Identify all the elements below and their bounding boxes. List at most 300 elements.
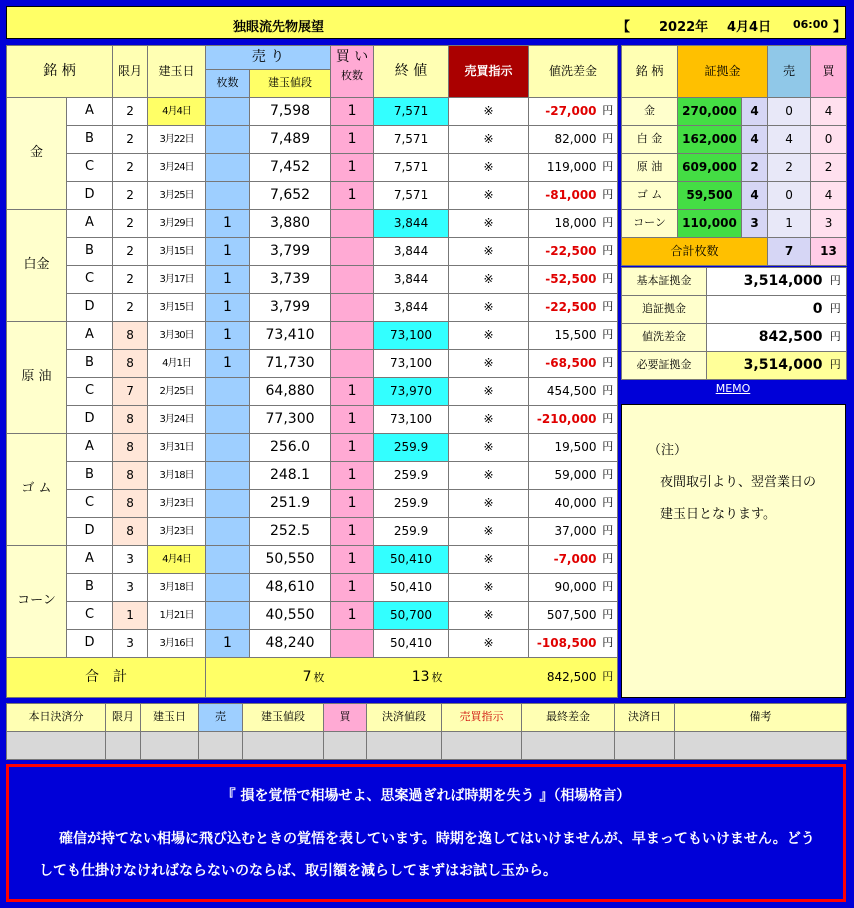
quote-body: 確信が持てない相場に飛び込むときの覚悟を表しています。時期を逸してはいけませんが、早まってもいけません。どうしても仕掛けなければならないのならば、取引額を減らしてまずはお試し玉から。 — [39, 831, 815, 879]
margin-commodity: 金 — [622, 98, 678, 126]
memo-line-2: 夜間取引より、翌営業日の — [660, 475, 817, 490]
open-price: 73,410 — [250, 322, 331, 350]
open-date: 3月24日 — [148, 154, 206, 182]
quote-title: 『 損を覚悟で相場せよ、思案過ぎれば時期を失う 』（相場格言） — [221, 788, 631, 804]
settle-cell[interactable] — [615, 732, 675, 760]
margin-row — [622, 98, 847, 126]
open-price: 50,550 — [250, 546, 331, 574]
position-row — [7, 602, 618, 630]
commodity-name: 原 油 — [7, 322, 67, 434]
mark-to-market-value: -52,500 — [529, 266, 599, 294]
position-row — [7, 574, 618, 602]
yen-unit: 円 — [599, 238, 618, 266]
open-price: 48,240 — [250, 630, 331, 658]
sell-count — [206, 182, 250, 210]
mark-to-market-value: -27,000 — [529, 98, 599, 126]
bracket-left: 【 — [617, 20, 631, 35]
total-sell: 7 — [302, 668, 312, 685]
open-price: 77,300 — [250, 406, 331, 434]
signal-mark: ※ — [449, 406, 529, 434]
mark-to-market-value: 119,000 — [529, 154, 599, 182]
margin-commodity: 原 油 — [622, 154, 678, 182]
signal-mark: ※ — [449, 266, 529, 294]
close-price: 73,970 — [374, 378, 449, 406]
settle-cell[interactable] — [367, 732, 442, 760]
margin-value: 59,500 — [678, 182, 742, 210]
yen-unit: 円 — [599, 630, 618, 658]
yen-unit: 円 — [599, 462, 618, 490]
buy-count: 1 — [331, 182, 374, 210]
bracket-right: 】 — [833, 20, 847, 35]
total-buy-unit: 枚 — [431, 670, 443, 684]
contract-month: 2 — [113, 238, 148, 266]
contract-month: 2 — [113, 98, 148, 126]
settle-header-note: 備考 — [675, 704, 847, 732]
summary-row — [622, 352, 847, 380]
contract-month: 7 — [113, 378, 148, 406]
summary-label: 基本証拠金 — [622, 268, 707, 296]
settle-cell[interactable] — [522, 732, 615, 760]
settle-cell[interactable] — [243, 732, 324, 760]
sell-count — [206, 154, 250, 182]
contract-month: 3 — [113, 574, 148, 602]
header-meigara: 銘 柄 — [7, 46, 113, 98]
open-price: 3,739 — [250, 266, 331, 294]
buy-count: 1 — [331, 574, 374, 602]
open-date: 3月15日 — [148, 294, 206, 322]
position-row — [7, 490, 618, 518]
position-row — [7, 294, 618, 322]
signal-mark: ※ — [449, 490, 529, 518]
position-row — [7, 434, 618, 462]
open-date: 3月23日 — [148, 490, 206, 518]
signal-mark: ※ — [449, 574, 529, 602]
margin-value: 110,000 — [678, 210, 742, 238]
close-price: 259.9 — [374, 490, 449, 518]
contract-month: 8 — [113, 434, 148, 462]
yen-unit: 円 — [599, 378, 618, 406]
position-key: C — [67, 490, 113, 518]
buy-count — [331, 630, 374, 658]
buy-count — [331, 294, 374, 322]
summary-yen: 円 — [825, 268, 847, 296]
mark-to-market-value: -22,500 — [529, 238, 599, 266]
sell-count: 1 — [206, 630, 250, 658]
margin-row — [622, 182, 847, 210]
position-row — [7, 238, 618, 266]
yen-unit: 円 — [599, 350, 618, 378]
summary-yen: 円 — [825, 352, 847, 380]
quote-box — [6, 764, 846, 902]
margin-count: 3 — [742, 210, 768, 238]
contract-month: 8 — [113, 462, 148, 490]
header-signal: 売買指示 — [449, 46, 529, 98]
close-price: 50,410 — [374, 630, 449, 658]
side-total-label: 合計枚数 — [622, 238, 768, 266]
summary-label: 値洗差金 — [622, 324, 707, 352]
mark-to-market-value: 90,000 — [529, 574, 599, 602]
sell-count: 1 — [206, 322, 250, 350]
sell-count — [206, 406, 250, 434]
header-buy: 買 い — [335, 49, 369, 65]
date-year: 2022年 — [659, 20, 709, 35]
open-price: 3,799 — [250, 238, 331, 266]
close-price: 7,571 — [374, 154, 449, 182]
margin-row — [622, 154, 847, 182]
contract-month: 3 — [113, 630, 148, 658]
side-total-sell: 7 — [768, 238, 811, 266]
yen-unit: 円 — [599, 210, 618, 238]
open-date: 3月15日 — [148, 238, 206, 266]
position-key: D — [67, 294, 113, 322]
buy-count — [331, 210, 374, 238]
open-price: 48,610 — [250, 574, 331, 602]
signal-mark: ※ — [449, 378, 529, 406]
time: 06:00 — [793, 18, 829, 31]
side-header-sell: 売 — [768, 46, 811, 98]
margin-count: 4 — [742, 126, 768, 154]
position-row — [7, 406, 618, 434]
yen-unit: 円 — [599, 182, 618, 210]
commodity-name: コーン — [7, 546, 67, 658]
summary-yen: 円 — [825, 296, 847, 324]
total-buy: 13 — [411, 668, 430, 685]
position-key: C — [67, 378, 113, 406]
settle-cell[interactable] — [442, 732, 522, 760]
settle-cell[interactable] — [141, 732, 199, 760]
yen-unit: 円 — [599, 434, 618, 462]
settle-header-final-diff: 最終差金 — [522, 704, 615, 732]
margin-row — [622, 126, 847, 154]
settle-header-sell: 売 — [199, 704, 243, 732]
signal-mark: ※ — [449, 182, 529, 210]
buy-count: 1 — [331, 406, 374, 434]
summary-yen: 円 — [825, 324, 847, 352]
mark-to-market-value: -81,000 — [529, 182, 599, 210]
yen-unit: 円 — [599, 518, 618, 546]
yen-unit: 円 — [599, 546, 618, 574]
settle-header-gengetsu: 限月 — [106, 704, 141, 732]
buy-count: 1 — [331, 490, 374, 518]
open-price: 7,489 — [250, 126, 331, 154]
contract-month: 2 — [113, 182, 148, 210]
position-key: D — [67, 630, 113, 658]
yen-unit: 円 — [599, 322, 618, 350]
yen-unit: 円 — [599, 406, 618, 434]
signal-mark: ※ — [449, 518, 529, 546]
signal-mark: ※ — [449, 238, 529, 266]
position-key: C — [67, 602, 113, 630]
buy-count — [331, 238, 374, 266]
margin-buy: 3 — [811, 210, 847, 238]
settlement-table — [6, 703, 847, 760]
margin-commodity: コーン — [622, 210, 678, 238]
mark-to-market-value: -108,500 — [529, 630, 599, 658]
buy-count: 1 — [331, 154, 374, 182]
settle-header-tateday: 建玉日 — [141, 704, 199, 732]
summary-value: 0 — [707, 296, 825, 324]
summary-row — [622, 296, 847, 324]
mark-to-market-value: 507,500 — [529, 602, 599, 630]
margin-value: 609,000 — [678, 154, 742, 182]
open-date: 4月4日 — [148, 546, 206, 574]
close-price: 50,410 — [374, 574, 449, 602]
yen-unit: 円 — [599, 602, 618, 630]
side-total-buy: 13 — [811, 238, 847, 266]
position-row — [7, 322, 618, 350]
settle-header-tateprice: 建玉値段 — [243, 704, 324, 732]
settle-cell[interactable] — [324, 732, 367, 760]
mark-to-market-value: 454,500 — [529, 378, 599, 406]
sell-count — [206, 378, 250, 406]
margin-commodity: ゴ ム — [622, 182, 678, 210]
signal-mark: ※ — [449, 462, 529, 490]
settle-cell[interactable] — [106, 732, 141, 760]
header-diff: 値洗差金 — [529, 46, 618, 98]
margin-sell: 0 — [768, 182, 811, 210]
mark-to-market-value: 19,500 — [529, 434, 599, 462]
margin-buy: 4 — [811, 98, 847, 126]
contract-month: 8 — [113, 406, 148, 434]
signal-mark: ※ — [449, 98, 529, 126]
mark-to-market-value: 59,000 — [529, 462, 599, 490]
margin-sell: 0 — [768, 98, 811, 126]
position-row — [7, 630, 618, 658]
sell-count — [206, 490, 250, 518]
open-date: 4月4日 — [148, 98, 206, 126]
yen-unit: 円 — [599, 266, 618, 294]
open-date: 3月30日 — [148, 322, 206, 350]
header-close: 終 値 — [374, 46, 449, 98]
settle-cell[interactable] — [199, 732, 243, 760]
mark-to-market-value: -68,500 — [529, 350, 599, 378]
open-price: 248.1 — [250, 462, 331, 490]
yen-unit: 円 — [599, 126, 618, 154]
sell-count — [206, 518, 250, 546]
buy-count: 1 — [331, 126, 374, 154]
open-date: 3月24日 — [148, 406, 206, 434]
commodity-name: 白金 — [7, 210, 67, 322]
close-price: 7,571 — [374, 126, 449, 154]
close-price: 73,100 — [374, 350, 449, 378]
open-date: 2月25日 — [148, 378, 206, 406]
contract-month: 8 — [113, 322, 148, 350]
margin-buy: 4 — [811, 182, 847, 210]
position-row — [7, 518, 618, 546]
header-buy-count — [331, 46, 374, 98]
contract-month: 8 — [113, 350, 148, 378]
sell-count — [206, 574, 250, 602]
side-header-meigara: 銘 柄 — [622, 46, 678, 98]
buy-count: 1 — [331, 518, 374, 546]
open-date: 3月18日 — [148, 462, 206, 490]
open-date: 3月22日 — [148, 126, 206, 154]
summary-value: 3,514,000 — [707, 268, 825, 296]
open-date: 3月17日 — [148, 266, 206, 294]
close-price: 7,571 — [374, 98, 449, 126]
signal-mark: ※ — [449, 350, 529, 378]
sell-count — [206, 434, 250, 462]
signal-mark: ※ — [449, 210, 529, 238]
position-key: B — [67, 126, 113, 154]
sell-count: 1 — [206, 210, 250, 238]
margin-count: 4 — [742, 182, 768, 210]
summary-row — [622, 268, 847, 296]
signal-mark: ※ — [449, 154, 529, 182]
open-date: 3月25日 — [148, 182, 206, 210]
buy-count — [331, 266, 374, 294]
signal-mark: ※ — [449, 322, 529, 350]
open-date: 3月23日 — [148, 518, 206, 546]
yen-unit: 円 — [599, 294, 618, 322]
settle-header-settle-date: 決済日 — [615, 704, 675, 732]
contract-month: 2 — [113, 294, 148, 322]
mark-to-market-value: 40,000 — [529, 490, 599, 518]
position-row — [7, 266, 618, 294]
position-row — [7, 378, 618, 406]
buy-count: 1 — [331, 98, 374, 126]
yen-unit: 円 — [599, 574, 618, 602]
margin-value: 270,000 — [678, 98, 742, 126]
summary-label: 必要証拠金 — [622, 352, 707, 380]
margin-buy: 2 — [811, 154, 847, 182]
margin-count: 2 — [742, 154, 768, 182]
contract-month: 2 — [113, 266, 148, 294]
position-key: A — [67, 546, 113, 574]
buy-count: 1 — [331, 546, 374, 574]
position-key: A — [67, 210, 113, 238]
total-sell-cell — [206, 658, 331, 698]
buy-count — [331, 350, 374, 378]
position-key: C — [67, 266, 113, 294]
sell-count: 1 — [206, 350, 250, 378]
side-header-buy: 買 — [811, 46, 847, 98]
total-sell-unit: 枚 — [313, 670, 325, 684]
position-row — [7, 182, 618, 210]
open-date: 3月16日 — [148, 630, 206, 658]
buy-count: 1 — [331, 462, 374, 490]
settle-cell[interactable] — [7, 732, 106, 760]
open-price: 71,730 — [250, 350, 331, 378]
position-key: A — [67, 322, 113, 350]
signal-mark: ※ — [449, 126, 529, 154]
settle-cell[interactable] — [675, 732, 847, 760]
open-price: 7,452 — [250, 154, 331, 182]
open-price: 251.9 — [250, 490, 331, 518]
position-row — [7, 350, 618, 378]
contract-month: 8 — [113, 490, 148, 518]
position-key: B — [67, 350, 113, 378]
position-row — [7, 98, 618, 126]
margin-value: 162,000 — [678, 126, 742, 154]
position-key: B — [67, 574, 113, 602]
header-tateday: 建玉日 — [148, 46, 206, 98]
margin-sell: 1 — [768, 210, 811, 238]
open-price: 252.5 — [250, 518, 331, 546]
position-key: A — [67, 434, 113, 462]
close-price: 73,100 — [374, 406, 449, 434]
commodity-name: ゴ ム — [7, 434, 67, 546]
open-price: 7,598 — [250, 98, 331, 126]
close-price: 50,410 — [374, 546, 449, 574]
positions-table — [6, 45, 618, 698]
page-title: 独眼流先物展望 — [233, 20, 325, 35]
sell-count — [206, 462, 250, 490]
contract-month: 3 — [113, 546, 148, 574]
open-price: 3,799 — [250, 294, 331, 322]
close-price: 3,844 — [374, 210, 449, 238]
close-price: 50,700 — [374, 602, 449, 630]
yen-unit: 円 — [599, 154, 618, 182]
mark-to-market-value: -22,500 — [529, 294, 599, 322]
mark-to-market-value: 37,000 — [529, 518, 599, 546]
open-price: 40,550 — [250, 602, 331, 630]
close-price: 259.9 — [374, 434, 449, 462]
sell-count: 1 — [206, 294, 250, 322]
date-day: 4月4日 — [727, 20, 772, 35]
summary-row — [622, 324, 847, 352]
close-price: 259.9 — [374, 518, 449, 546]
position-row — [7, 462, 618, 490]
buy-count — [331, 322, 374, 350]
open-price: 3,880 — [250, 210, 331, 238]
mark-to-market-value: -210,000 — [529, 406, 599, 434]
header-gengetsu: 限月 — [113, 46, 148, 98]
open-date: 1月21日 — [148, 602, 206, 630]
summary-value: 3,514,000 — [707, 352, 825, 380]
mark-to-market-value: 82,000 — [529, 126, 599, 154]
close-price: 3,844 — [374, 266, 449, 294]
close-price: 3,844 — [374, 238, 449, 266]
close-price: 3,844 — [374, 294, 449, 322]
mark-to-market-value: 15,500 — [529, 322, 599, 350]
margin-sell: 2 — [768, 154, 811, 182]
sell-count: 1 — [206, 238, 250, 266]
open-price: 64,880 — [250, 378, 331, 406]
position-row — [7, 546, 618, 574]
margin-table — [621, 45, 847, 266]
signal-mark: ※ — [449, 546, 529, 574]
buy-count: 1 — [331, 378, 374, 406]
settle-header-signal: 売買指示 — [442, 704, 522, 732]
header-sell: 売 り — [206, 46, 331, 70]
side-header-margin: 証拠金 — [678, 46, 768, 98]
close-price: 259.9 — [374, 462, 449, 490]
total-buy-cell — [331, 658, 449, 698]
position-key: B — [67, 462, 113, 490]
contract-month: 8 — [113, 518, 148, 546]
open-price: 256.0 — [250, 434, 331, 462]
sell-count — [206, 98, 250, 126]
header-sell-maisu: 枚数 — [206, 70, 250, 98]
settle-header-today: 本日決済分 — [7, 704, 106, 732]
margin-sell: 4 — [768, 126, 811, 154]
open-date: 3月18日 — [148, 574, 206, 602]
open-date: 4月1日 — [148, 350, 206, 378]
margin-count: 4 — [742, 98, 768, 126]
position-row — [7, 210, 618, 238]
sell-count — [206, 546, 250, 574]
contract-month: 2 — [113, 154, 148, 182]
signal-mark: ※ — [449, 294, 529, 322]
header-buy-maisu: 枚数 — [341, 69, 364, 83]
memo-link[interactable]: MEMO — [715, 382, 751, 395]
header-tateprice: 建玉値段 — [250, 70, 331, 98]
title-bar — [6, 6, 846, 39]
settle-header-settle-price: 決済値段 — [367, 704, 442, 732]
position-key: C — [67, 154, 113, 182]
summary-value: 842,500 — [707, 324, 825, 352]
